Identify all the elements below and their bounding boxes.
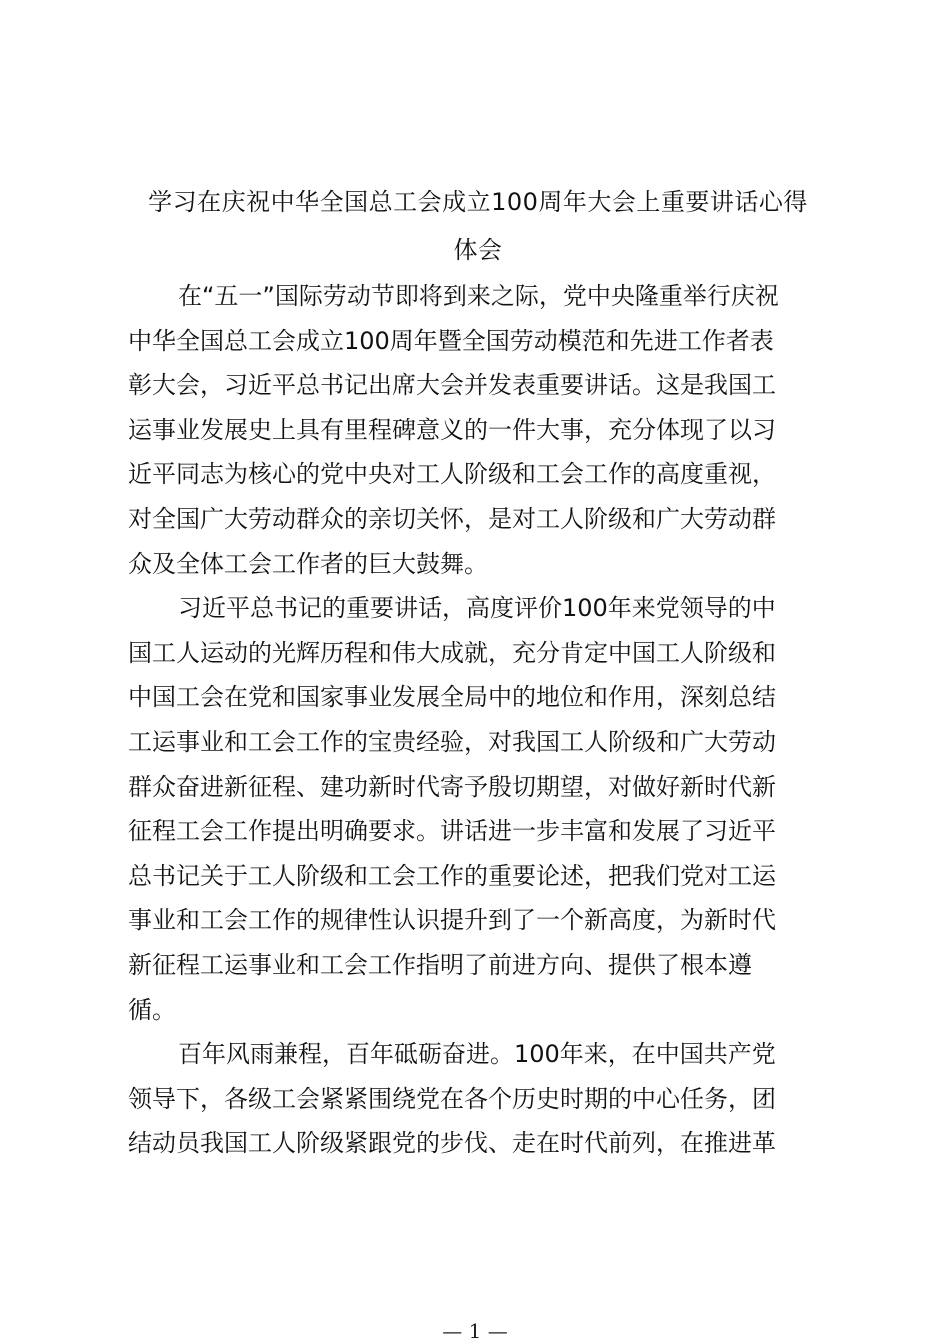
text-line: 征程工会工作提出明确要求。讲话进一步丰富和发展了习近平 xyxy=(128,817,776,846)
text-line: 百年风雨兼程，百年砥砺奋进。100年来，在中国共产党 xyxy=(178,1040,776,1069)
text-line: 总书记关于工人阶级和工会工作的重要论述，把我们党对工运 xyxy=(128,861,776,890)
text-line: 在“五一”国际劳动节即将到来之际，党中央隆重举行庆祝 xyxy=(178,282,779,310)
text-line: 工运事业和工会工作的宝贵经验，对我国工人阶级和广大劳动 xyxy=(128,727,776,756)
text-line: 运事业发展史上具有里程碑意义的一件大事，充分体现了以习 xyxy=(128,415,776,444)
text-line: 近平同志为核心的党中央对工人阶级和工会工作的高度重视， xyxy=(128,460,776,489)
page-number: — 1 — xyxy=(442,1319,508,1343)
paragraph-3 xyxy=(128,1032,828,1166)
text-line: 结动员我国工人阶级紧跟党的步伐、走在时代前列，在推进革 xyxy=(128,1129,776,1158)
text-line: 众及全体工会工作者的巨大鼓舞。 xyxy=(128,549,488,578)
text-line: 新征程工运事业和工会工作指明了前进方向、提供了根本遵 xyxy=(128,950,752,979)
text-line: 领导下，各级工会紧紧围绕党在各个历史时期的中心任务，团 xyxy=(128,1084,776,1113)
title-line: 体会 xyxy=(453,236,503,264)
text-line: 中华全国总工会成立100周年暨全国劳动模范和先进工作者表 xyxy=(128,326,774,355)
document-body xyxy=(128,274,828,1166)
paragraph-1 xyxy=(128,274,828,586)
text-line: 对全国广大劳动群众的亲切关怀，是对工人阶级和广大劳动群 xyxy=(128,504,776,533)
text-line: 事业和工会工作的规律性认识提升到了一个新高度，为新时代 xyxy=(128,906,776,935)
text-line: 习近平总书记的重要讲话，高度评价100年来党领导的中 xyxy=(178,594,776,623)
text-line: 中国工会在党和国家事业发展全局中的地位和作用，深刻总结 xyxy=(128,683,776,712)
text-line: 群众奋进新征程、建功新时代寄予殷切期望，对做好新时代新 xyxy=(128,772,776,801)
title-line: 学习在庆祝中华全国总工会成立100周年大会上重要讲话心得 xyxy=(148,188,808,216)
text-line: 彰大会，习近平总书记出席大会并发表重要讲话。这是我国工 xyxy=(128,371,776,400)
paragraph-2 xyxy=(128,586,828,1032)
text-line: 国工人运动的光辉历程和伟大成就，充分肯定中国工人阶级和 xyxy=(128,638,776,667)
document-title xyxy=(128,178,828,274)
text-line: 循。 xyxy=(128,995,176,1024)
